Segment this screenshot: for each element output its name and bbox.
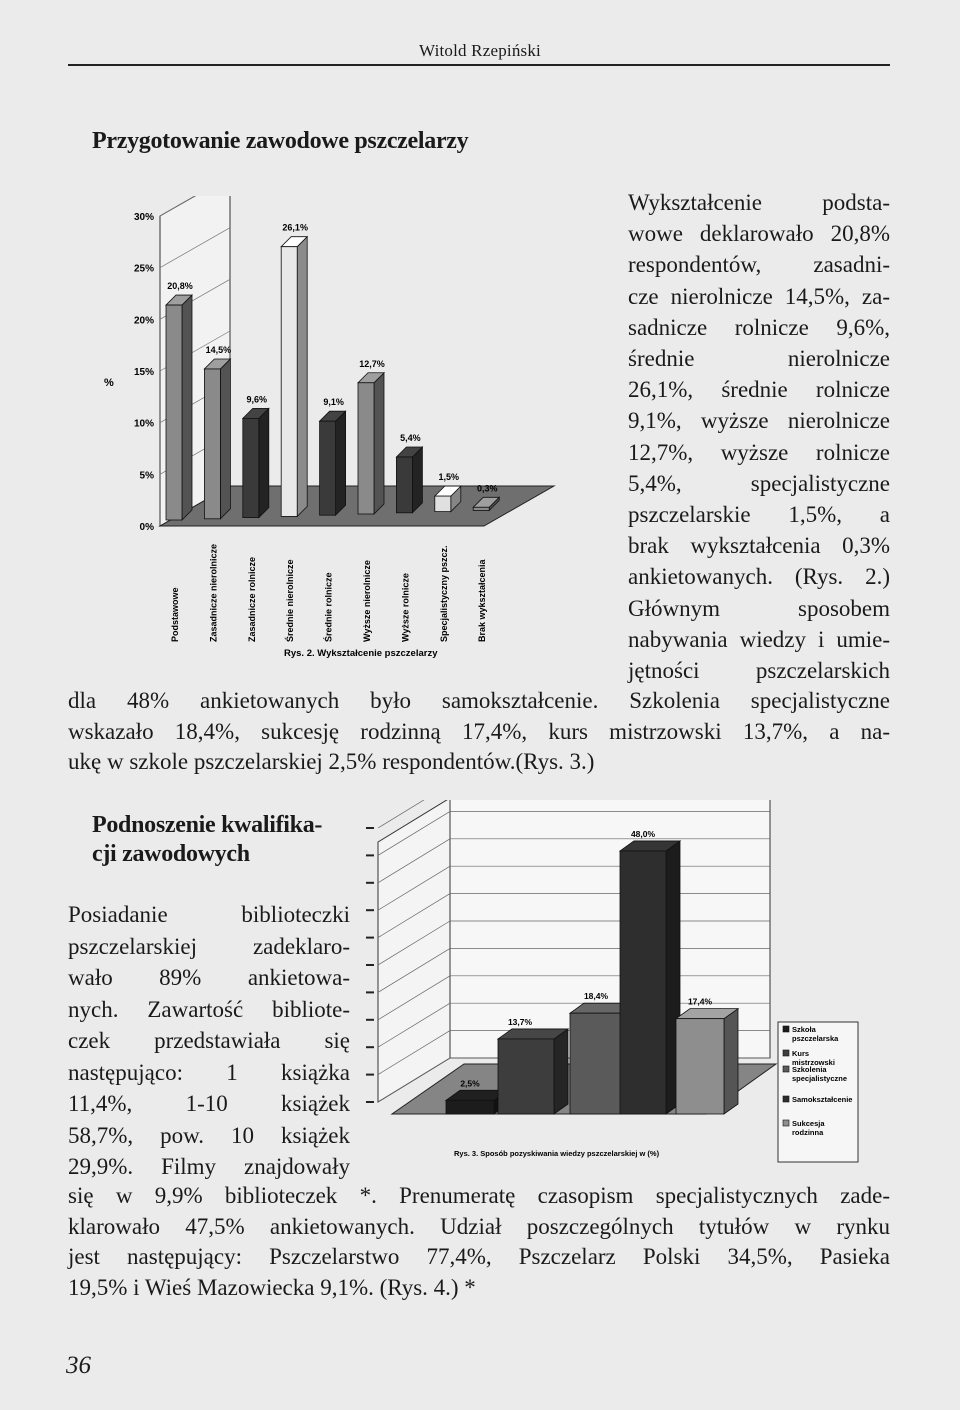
chart1-bar: [166, 305, 182, 520]
chart-education: [64, 196, 620, 676]
chart2-legend-swatch: [783, 1026, 789, 1032]
text-line: dla 48% ankietowanych było samokształcenie. Szkolenia specjalistyczne: [68, 688, 890, 713]
text-line: jętności pszczelarskich: [628, 658, 890, 683]
chart1-y-tick: 10%: [133, 418, 154, 430]
chart2-data-label: 48,0%: [630, 828, 656, 839]
chart1-bar-side: [297, 237, 307, 517]
text-line: pszczelarskiej zadeklaro-: [68, 933, 350, 959]
chart2-y-tick: [366, 937, 374, 939]
text-line: 26,1%, średnie rolnicze: [628, 377, 890, 403]
text-line: respondentów, zasadni-: [628, 252, 890, 278]
text-line: cze nierolnicze 14,5%, za-: [628, 283, 890, 309]
chart1-bar: [358, 383, 374, 514]
text-line: ukę w szkole pszczelarskiej 2,5% respondentów.(Rys. 3.): [68, 749, 595, 774]
chart1-bar-side: [220, 359, 230, 519]
chart2-legend-swatch: [783, 1050, 789, 1056]
chart2-data-label: 2,5%: [460, 1078, 480, 1089]
text-line: nych. Zawartość bibliote-: [68, 996, 350, 1022]
text-line: się w 9,9% biblioteczek *. Prenumeratę czasopism specjalistycznych zade-: [68, 1183, 890, 1208]
chart1-bar: [396, 457, 412, 513]
chart1-category-label: Brak wykształcenia: [477, 559, 488, 642]
chart1-category-label: Wyższe nierolnicze: [362, 560, 372, 642]
text-line: 11,4%, 1-10 książek: [68, 1091, 350, 1116]
chart1-y-tick: 0%: [139, 522, 154, 533]
chart2-y-tick: [366, 854, 374, 856]
chart-knowledge-sources: [358, 800, 892, 1174]
text-line: nabywania wiedzy i umie-: [628, 626, 890, 652]
chart1-data-label: 20,8%: [167, 281, 193, 292]
text-line: 58,7%, pow. 10 książek: [68, 1122, 350, 1148]
text-line: 12,7%, wyższe rolnicze: [628, 439, 890, 465]
chart2-data-label: 17,4%: [687, 996, 713, 1007]
chart1-y-label: %: [104, 377, 114, 389]
text-line: wskazało 18,4%, sukcesję rodzinną 17,4%, kurs mistrzowski 13,7%, a na-: [68, 718, 890, 744]
chart1-data-label: 14,5%: [205, 344, 232, 355]
text-line: ankietowanych. (Rys. 2.): [628, 564, 890, 590]
chart1-bar-side: [412, 447, 422, 513]
chart1-bar: [243, 418, 259, 517]
text-line: pszczelarskie 1,5%, a: [628, 502, 890, 527]
chart2-bar: [676, 1019, 724, 1114]
text-line: Wykształcenie podsta-: [628, 190, 890, 215]
chart1-y-tick: 20%: [133, 315, 154, 327]
chart1-data-label: 1,5%: [438, 472, 460, 483]
chart2-legend-entry: Szkoła pszczelarska: [792, 1025, 839, 1043]
chart2-legend-swatch: [783, 1120, 789, 1126]
chart2-legend-entry: Szkolenia specjalistyczne: [792, 1065, 848, 1083]
chart2-bar-side: [724, 1009, 738, 1114]
chart1-category-label: Podstawowe: [170, 587, 180, 642]
chart2-legend-swatch: [783, 1066, 789, 1072]
text-line: 9,1%, wyższe nierolnicze: [628, 408, 890, 434]
text-line: Posiadanie biblioteczki: [68, 902, 350, 927]
chart2-y-tick: [366, 1101, 374, 1103]
chart1-bar-side: [182, 295, 192, 520]
figure-rys3: [358, 800, 892, 1174]
chart2-bar-side: [554, 1029, 568, 1114]
chart1-data-label: 9,1%: [323, 397, 344, 408]
text-line: brak wykształcenia 0,3%: [628, 533, 890, 559]
chart2-y-tick: [366, 964, 374, 966]
figure-rys2: [64, 196, 620, 676]
text-line: jest następujący: Pszczelarstwo 77,4%, Pszczelarz Polski 34,5%, Pasieka: [68, 1244, 890, 1269]
chart2-data-label: 13,7%: [507, 1016, 533, 1027]
text-line: klarowało 47,5% ankietowanych. Udział poszczególnych tytułów w rynku: [68, 1213, 890, 1239]
chart2-y-tick: [366, 1074, 374, 1076]
section-heading-qualifications: [92, 811, 322, 869]
chart2-y-tick: [366, 909, 374, 911]
chart1-bar: [435, 496, 451, 512]
running-head: Witold Rzepiński: [419, 41, 541, 60]
chart2-bar: [570, 1013, 622, 1114]
chart2-data-label: 18,4%: [583, 991, 609, 1002]
text-line: Głównym sposobem: [628, 595, 890, 621]
chart2-y-tick: [366, 827, 374, 829]
chart1-category-label: Zasadnicze rolnicze: [246, 556, 257, 642]
chart2-y-tick: [366, 1019, 374, 1021]
header-rule: [68, 64, 890, 66]
chart2-legend-entry: Kurs mistrzowski: [792, 1049, 835, 1067]
text-line: wało 89% ankietowa-: [68, 965, 350, 990]
chart1-bar: [204, 369, 220, 519]
chart1-y-tick: 30%: [133, 212, 154, 223]
chart1-data-label: 0,3%: [476, 483, 498, 494]
section-heading-preparation: Przygotowanie zawodowe pszczelarzy: [92, 128, 469, 154]
chart1-bar: [281, 247, 297, 517]
chart2-caption: Rys. 3. Sposób pozyskiwania wiedzy pszczelarskiej w (%): [454, 1149, 660, 1158]
chart2-bar: [446, 1100, 494, 1114]
section-heading-line: cji zawodowych: [92, 841, 250, 867]
chart1-bar-side: [336, 411, 346, 515]
chart1-bar: [473, 507, 489, 510]
chart2-bar: [620, 851, 666, 1114]
text-line: sadnicze rolnicze 9,6%,: [628, 314, 890, 340]
chart2-legend-swatch: [783, 1096, 789, 1102]
text-line: następująco: 1 książka: [68, 1059, 350, 1085]
chart2-bar: [498, 1039, 554, 1114]
chart1-y-tick: 25%: [133, 263, 154, 275]
section-heading-line: Podnoszenie kwalifika-: [92, 812, 323, 838]
text-line: 5,4%, specjalistyczne: [628, 470, 890, 496]
text-line: wowe deklarowało 20,8%: [628, 221, 890, 247]
chart1-category-label: Średnie nierolnicze: [285, 559, 296, 642]
chart1-y-tick: 15%: [133, 367, 154, 378]
chart1-caption: Rys. 2. Wykształcenie pszczelarzy: [284, 648, 438, 659]
chart2-y-tick: [366, 991, 374, 993]
chart1-data-label: 9,6%: [246, 394, 268, 405]
text-line: czek przedstawiała się: [68, 1028, 350, 1053]
chart2-y-tick: [366, 1046, 374, 1048]
chart2-legend-entry: Samokształcenie: [792, 1095, 853, 1104]
text-line: średnie nierolnicze: [628, 346, 890, 371]
chart2-y-tick: [366, 882, 374, 884]
chart1-category-label: Specjalistyczny pszcz.: [438, 545, 449, 642]
chart1-bar-side: [374, 373, 384, 514]
text-line: 19,5% i Wieś Mazowiecka 9,1%. (Rys. 4.) *: [68, 1274, 476, 1300]
chart1-bar-side: [259, 408, 269, 517]
page-number: 36: [66, 1352, 91, 1379]
chart1-y-tick: 5%: [139, 470, 154, 482]
chart1-bar: [320, 421, 336, 515]
chart1-category-label: Średnie rolnicze: [323, 572, 334, 642]
chart1-data-label: 5,4%: [400, 433, 421, 443]
chart2-legend: [778, 1022, 858, 1162]
chart1-data-label: 26,1%: [282, 222, 308, 233]
text-line: 29,9%. Filmy znajdowały: [68, 1154, 350, 1179]
chart1-category-label: Zasadnicze nierolnicze: [208, 543, 219, 642]
chart2-legend-entry: Sukcesja rodzinna: [792, 1119, 825, 1137]
chart1-category-label: Wyższe rolnicze: [400, 573, 411, 642]
chart1-data-label: 12,7%: [359, 358, 385, 369]
